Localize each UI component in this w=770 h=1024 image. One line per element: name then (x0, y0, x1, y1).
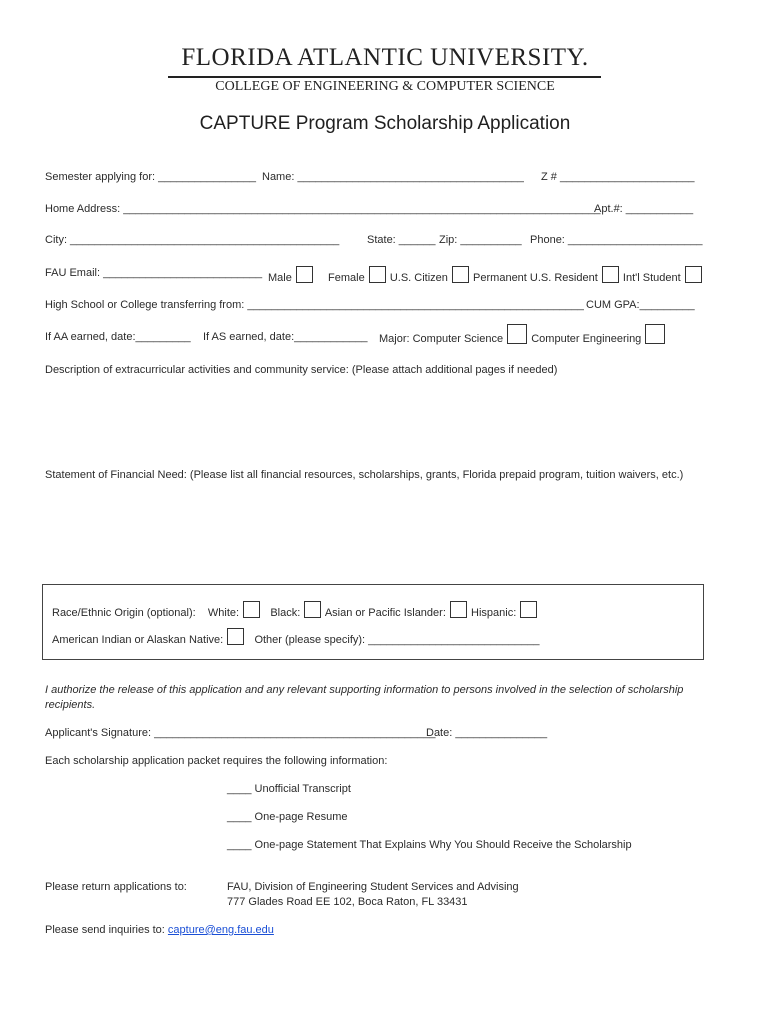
computer-science-checkbox[interactable] (507, 324, 527, 344)
permanent-resident-label: Permanent U.S. Resident (473, 272, 598, 284)
authorization-line-1: I authorize the release of this application and any relevant supporting information to persons involved in the selection of scholarship (45, 684, 684, 696)
logo-divider (168, 76, 601, 78)
female-checkbox[interactable] (369, 266, 386, 283)
signature-date-field[interactable]: Date: _______________ (426, 727, 548, 739)
university-logo-text: FLORIDA ATLANTIC UNIVERSITY. (181, 44, 589, 71)
form-title: CAPTURE Program Scholarship Application (199, 113, 571, 134)
asian-checkbox[interactable] (450, 601, 467, 618)
asian-label: Asian or Pacific Islander: (324, 607, 446, 619)
authorization-line-2: recipients. (45, 699, 96, 711)
race-ethnic-box (42, 584, 704, 660)
packet-item-transcript: ____ Unofficial Transcript (227, 783, 351, 795)
as-date-field[interactable]: If AS earned, date:____________ (203, 331, 368, 343)
inquiries-line (45, 924, 274, 936)
male-label: Male (268, 272, 292, 284)
school-transfer-field[interactable]: High School or College transferring from: _______________________________________________________ (45, 299, 584, 311)
packet-item-resume: ____ One-page Resume (227, 811, 348, 823)
other-race-field[interactable]: Other (please specify): ____________________________ (254, 634, 540, 646)
fau-email-field[interactable]: FAU Email: __________________________ (45, 267, 263, 279)
return-address-line-1: FAU, Division of Engineering Student Services and Advising (227, 881, 519, 893)
home-address-field[interactable]: Home Address: ______________________________________________________________________________ (45, 203, 601, 215)
female-label: Female (328, 272, 365, 284)
race-label: Race/Ethnic Origin (optional): (52, 607, 196, 619)
male-checkbox[interactable] (296, 266, 313, 283)
native-label: American Indian or Alaskan Native: (52, 634, 224, 646)
extracurricular-prompt: Description of extracurricular activities and community service: (Please attach additional pages if needed) (45, 364, 558, 376)
white-checkbox[interactable] (243, 601, 260, 618)
state-field[interactable]: State: ______ (367, 234, 436, 246)
black-label: Black: (270, 607, 301, 619)
packet-item-statement: ____ One-page Statement That Explains Why You Should Receive the Scholarship (227, 839, 632, 851)
permanent-resident-checkbox[interactable] (602, 266, 619, 283)
race-row-2 (52, 628, 539, 646)
native-checkbox[interactable] (227, 628, 244, 645)
white-label: White: (207, 607, 240, 619)
city-field[interactable]: City: ____________________________________________ (45, 234, 340, 246)
race-row-1 (52, 601, 538, 619)
computer-science-label: Major: Computer Science (379, 333, 504, 345)
inquiries-label: Please send inquiries to: (45, 924, 168, 936)
aa-date-field[interactable]: If AA earned, date:_________ (45, 331, 191, 343)
major-options (379, 324, 666, 345)
intl-student-checkbox[interactable] (685, 266, 702, 283)
computer-engineering-checkbox[interactable] (645, 324, 665, 344)
intl-student-label: Int'l Student (622, 272, 681, 284)
financial-need-prompt: Statement of Financial Need: (Please list all financial resources, scholarships, grants, Florida prepaid program, tuition waivers, etc.) (45, 469, 684, 481)
gender-options (268, 266, 703, 284)
cum-gpa-field[interactable]: CUM GPA:_________ (586, 299, 695, 311)
packet-intro: Each scholarship application packet requires the following information: (45, 755, 388, 767)
black-checkbox[interactable] (304, 601, 321, 618)
computer-engineering-label: Computer Engineering (531, 333, 642, 345)
apt-field[interactable]: Apt.#: ___________ (594, 203, 694, 215)
phone-field[interactable]: Phone: ______________________ (530, 234, 703, 246)
return-address-line-2: 777 Glades Road EE 102, Boca Raton, FL 33431 (227, 896, 468, 908)
hispanic-checkbox[interactable] (520, 601, 537, 618)
semester-field[interactable]: Semester applying for: ________________ (45, 171, 256, 183)
us-citizen-label: U.S. Citizen (389, 272, 448, 284)
college-name: COLLEGE OF ENGINEERING & COMPUTER SCIENCE (215, 79, 555, 94)
hispanic-label: Hispanic: (471, 607, 517, 619)
return-label: Please return applications to: (45, 881, 187, 893)
name-field[interactable]: Name: _____________________________________ (262, 171, 524, 183)
zip-field[interactable]: Zip: __________ (439, 234, 522, 246)
us-citizen-checkbox[interactable] (452, 266, 469, 283)
inquiries-email-link[interactable]: capture@eng.fau.edu (167, 924, 274, 936)
signature-field[interactable]: Applicant's Signature: ______________________________________________ (45, 727, 436, 739)
z-number-field[interactable]: Z # ______________________ (541, 171, 695, 183)
